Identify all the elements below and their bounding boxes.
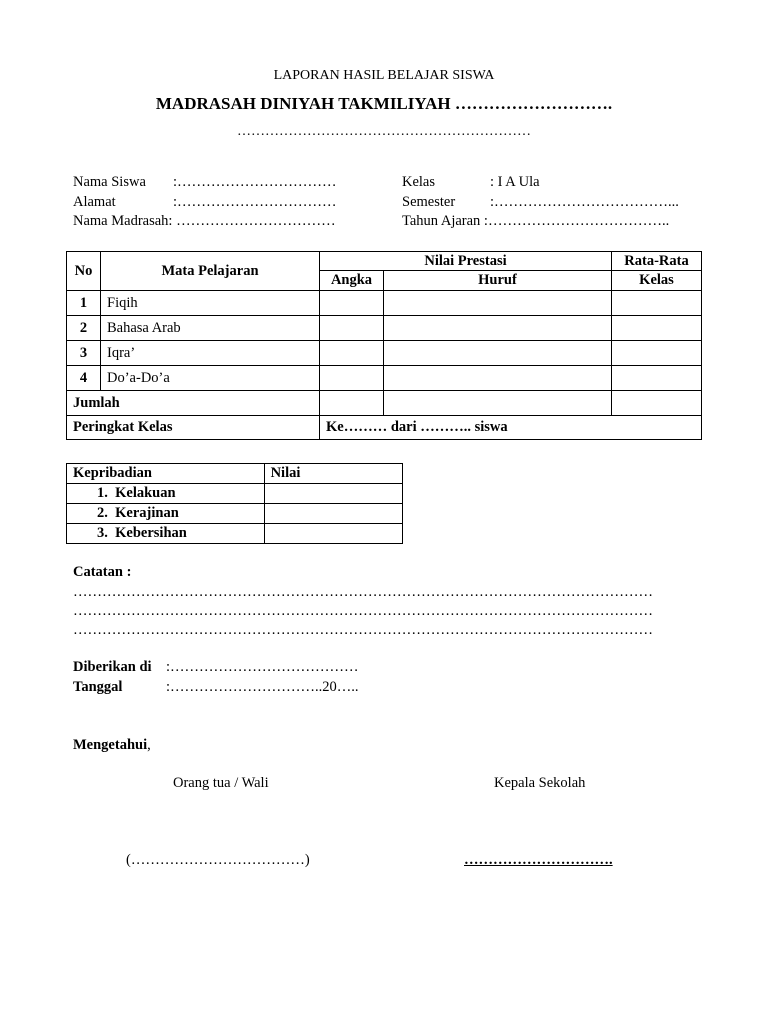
class-value: : I A Ula: [490, 174, 540, 190]
angka-cell[interactable]: [320, 316, 384, 341]
col-rata-rata: Rata-Rata: [612, 252, 702, 271]
notes-line: …………………………………………………………………………………………………………: [73, 622, 653, 638]
table-row: [67, 291, 702, 316]
angka-cell[interactable]: [320, 291, 384, 316]
report-title: LAPORAN HASIL BELAJAR SISWA: [273, 68, 495, 83]
notes-line: …………………………………………………………………………………………………………: [73, 584, 653, 600]
col-kelas: Kelas: [612, 271, 702, 291]
semester-value: :………………………………...: [490, 194, 679, 210]
head-label: Kepala Sekolah: [494, 775, 586, 791]
huruf-cell[interactable]: [384, 366, 612, 391]
place-label: Diberikan di: [73, 659, 152, 675]
row-subject: Iqra’: [101, 341, 320, 366]
huruf-cell[interactable]: [384, 316, 612, 341]
acknowledged-label: Mengetahui: [73, 737, 148, 753]
rata-cell[interactable]: [612, 316, 702, 341]
nilai-cell[interactable]: [264, 484, 402, 504]
personality-nilai-header: Nilai: [264, 464, 402, 484]
list-item: [67, 484, 403, 504]
parent-label: Orang tua / Wali: [173, 775, 269, 791]
parent-signature: (………………………………): [126, 852, 310, 868]
angka-cell[interactable]: [320, 341, 384, 366]
angka-cell[interactable]: [320, 366, 384, 391]
row-no: 2: [67, 316, 101, 341]
peringkat-row: [67, 416, 702, 440]
student-name-value: :……………………………: [173, 174, 337, 190]
student-address-value: :……………………………: [173, 194, 337, 210]
date-value: :…………………………..20…..: [166, 679, 359, 695]
row-no: 3: [67, 341, 101, 366]
item-label: Kebersihan: [115, 525, 187, 541]
rata-cell[interactable]: [612, 391, 702, 416]
col-subject: Mata Pelajaran: [101, 252, 320, 291]
jumlah-row: [67, 391, 702, 416]
table-row: [67, 366, 702, 391]
rata-cell[interactable]: [612, 366, 702, 391]
list-item: [67, 504, 403, 524]
notes-line: …………………………………………………………………………………………………………: [73, 603, 653, 619]
huruf-cell[interactable]: [384, 291, 612, 316]
angka-cell[interactable]: [320, 391, 384, 416]
personality-table: [66, 463, 403, 544]
rata-cell[interactable]: [612, 341, 702, 366]
school-address: ………………………………………………………: [237, 124, 531, 139]
huruf-cell[interactable]: [384, 391, 612, 416]
list-item: [67, 524, 403, 544]
col-huruf: Huruf: [384, 271, 612, 291]
head-signature: ………………………….: [464, 852, 613, 868]
row-no: 4: [67, 366, 101, 391]
school-name: MADRASAH DINIYAH TAKMILIYAH ……………………….: [155, 94, 613, 113]
jumlah-label: Jumlah: [67, 391, 320, 416]
col-nilai-prestasi: Nilai Prestasi: [320, 252, 612, 271]
school-year: Tahun Ajaran :………………………………..: [402, 213, 670, 229]
item-label: Kerajinan: [115, 505, 179, 521]
item-no: 3.: [97, 525, 108, 541]
semester-label: Semester: [402, 194, 456, 210]
student-address-label: Alamat: [73, 194, 116, 210]
grades-table: [66, 251, 702, 440]
personality-header: Kepribadian: [67, 464, 265, 484]
row-subject: Do’a-Do’a: [101, 366, 320, 391]
madrasah-name: Nama Madrasah: ……………………………: [73, 213, 336, 229]
peringkat-label: Peringkat Kelas: [67, 416, 320, 440]
row-no: 1: [67, 291, 101, 316]
item-label: Kelakuan: [115, 485, 176, 501]
row-subject: Fiqih: [101, 291, 320, 316]
col-no: No: [67, 252, 101, 291]
rata-cell[interactable]: [612, 291, 702, 316]
row-subject: Bahasa Arab: [101, 316, 320, 341]
item-no: 1.: [97, 485, 108, 501]
peringkat-value: Ke……… dari ……….. siswa: [320, 416, 702, 440]
table-row: [67, 316, 702, 341]
class-label: Kelas: [402, 174, 436, 190]
table-row: [67, 341, 702, 366]
date-label: Tanggal: [73, 679, 123, 695]
place-value: :…………………………………: [166, 659, 359, 675]
nilai-cell[interactable]: [264, 524, 402, 544]
notes-label: Catatan :: [73, 564, 132, 580]
item-no: 2.: [97, 505, 108, 521]
huruf-cell[interactable]: [384, 341, 612, 366]
nilai-cell[interactable]: [264, 504, 402, 524]
student-name-label: Nama Siswa: [73, 174, 146, 190]
col-angka: Angka: [320, 271, 384, 291]
